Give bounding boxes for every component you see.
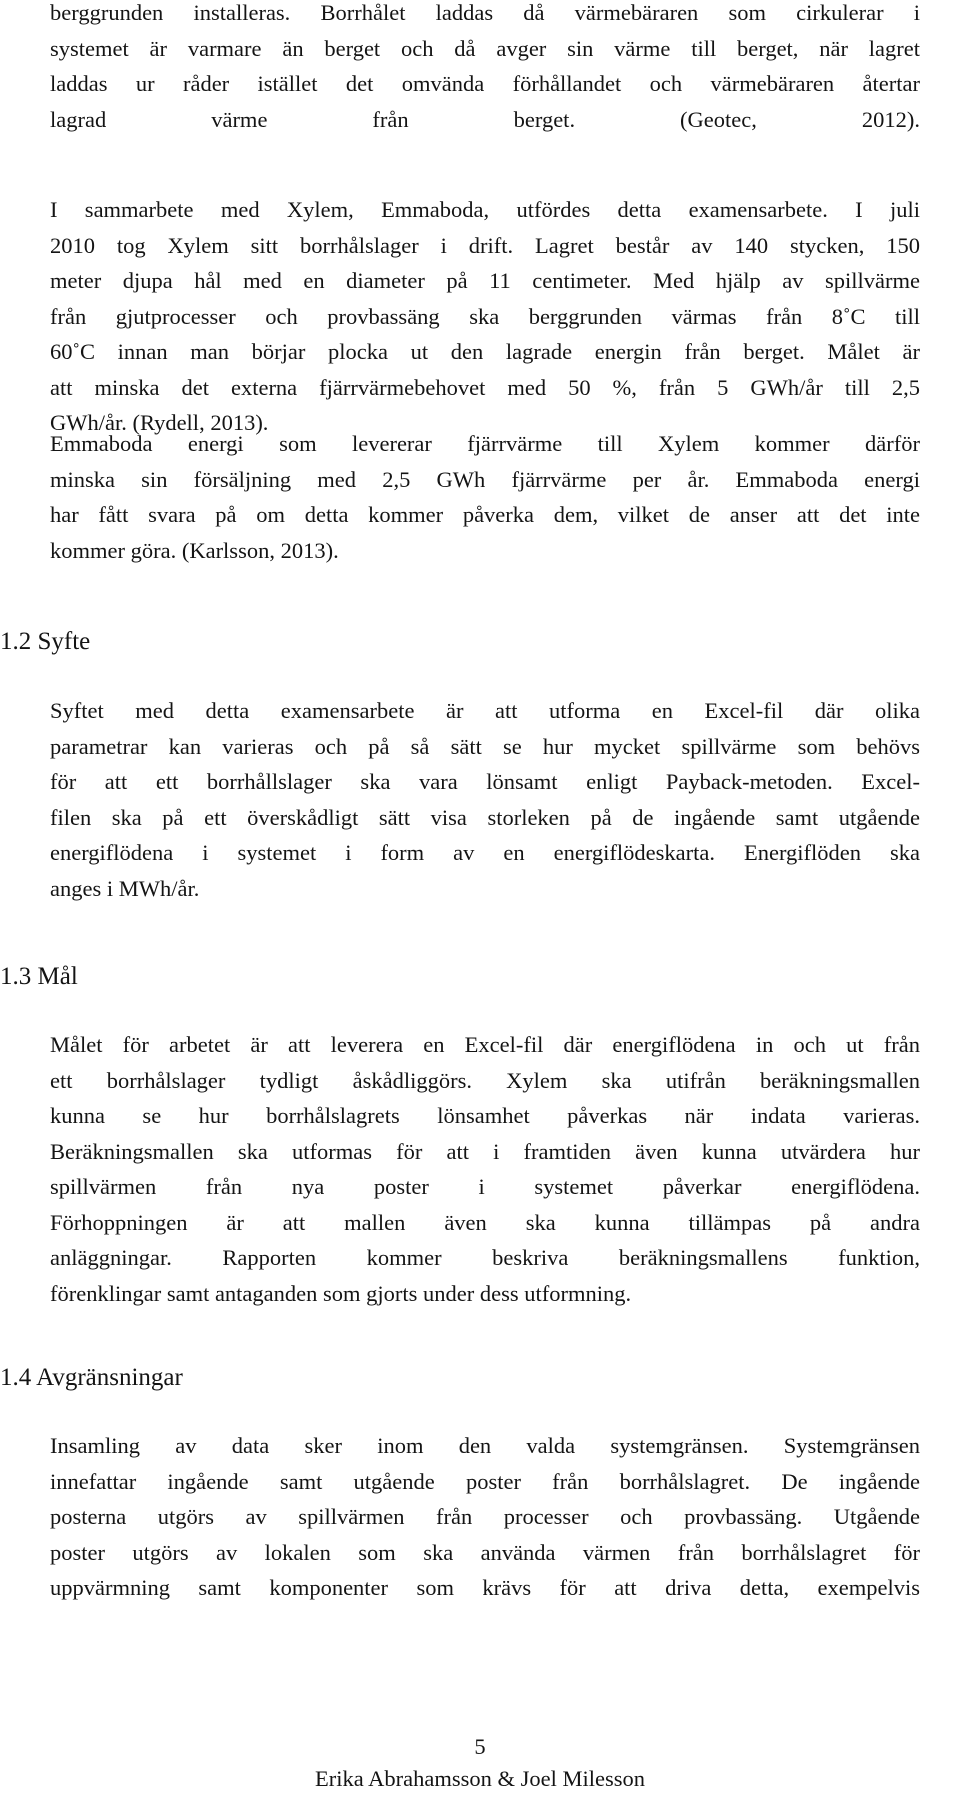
text-line: Insamling av data sker inom den valda systemgränsen. Systemgränsen (50, 1433, 920, 1458)
paragraph-emmaboda-energi (50, 426, 920, 568)
paragraph-sammarbete-xylem (50, 192, 920, 441)
heading-avgransningar: 1.4 Avgränsningar (0, 1364, 183, 1391)
text-line: minska sin försäljning med 2,5 GWh fjärrvärme per år. Emmaboda energi (50, 466, 920, 492)
text-line: 2010 tog Xylem sitt borrhålslager i drift. Lagret består av 140 stycken, 150 (50, 232, 920, 258)
text-line: Syftet med detta examensarbete är att utforma en Excel-fil där olika (50, 698, 920, 723)
text-line: I sammarbete med Xylem, Emmaboda, utfördes detta examensarbete. I juli (50, 197, 920, 222)
text-line: lagrad värme från berget. (Geotec, 2012). (50, 106, 920, 132)
paragraph-borrhal-laddning (50, 0, 920, 137)
text-line: anges i MWh/år. (50, 875, 200, 901)
text-line: för att ett borrhållslager ska vara lönsamt enligt Payback-metoden. Excel- (50, 769, 920, 794)
text-line: från gjutprocesser och provbassäng ska berggrunden värmas från 8˚C till (50, 303, 920, 329)
text-line: Förhoppningen är att mallen även ska kunna tillämpas på andra (50, 1209, 920, 1235)
text-line: meter djupa hål med en diameter på 11 centimeter. Med hjälp av spillvärme (50, 268, 920, 293)
text-line: spillvärmen från nya poster i systemet påverkar energiflödena. (50, 1174, 920, 1199)
text-line: Emmaboda energi som levererar fjärrvärme till Xylem kommer därför (50, 431, 920, 456)
text-line: innefattar ingående samt utgående poster från borrhålslagret. De ingående (50, 1468, 920, 1494)
text-line: berggrunden installeras. Borrhålet laddas då värmebäraren som cirkulerar i (50, 0, 920, 25)
text-line: 60˚C innan man börjar plocka ut den lagrade energin från berget. Målet är (50, 339, 920, 364)
text-line: laddas ur råder istället det omvända förhållandet och värmebäraren återtar (50, 71, 920, 96)
text-line: GWh/år. (Rydell, 2013). (50, 410, 269, 435)
text-line: förenklingar samt antaganden som gjorts under dess utformning. (50, 1280, 632, 1306)
heading-mal: 1.3 Mål (0, 963, 78, 990)
text-line: anläggningar. Rapporten kommer beskriva beräkningsmallens funktion, (50, 1245, 920, 1270)
text-line: Beräkningsmallen ska utformas för att i framtiden även kunna utvärdera hur (50, 1138, 920, 1164)
paragraph-avgransningar (50, 1428, 920, 1606)
text-line: Målet för arbetet är att leverera en Excel-fil där energiflödena in och ut från (50, 1032, 920, 1057)
text-line: parametrar kan varieras och på så sätt se hur mycket spillvärme som behövs (50, 733, 920, 759)
text-line: posterna utgörs av spillvärmen från processer och provbassäng. Utgående (50, 1504, 920, 1529)
footer-authors: Erika Abrahamsson & Joel Milesson (315, 1766, 645, 1791)
text-line: kommer göra. (Karlsson, 2013). (50, 537, 339, 563)
text-line: har fått svara på om detta kommer påverka dem, vilket de anser att det inte (50, 502, 920, 527)
text-line: kunna se hur borrhålslagrets lönsamhet påverkas när indata varieras. (50, 1103, 920, 1128)
text-line: att minska det externa fjärrvärmebehovet med 50 %, från 5 GWh/år till 2,5 (50, 374, 920, 400)
text-line: uppvärmning samt komponenter som krävs för att driva detta, exempelvis (50, 1575, 920, 1600)
text-line: systemet är varmare än berget och då avger sin värme till berget, när lagret (50, 35, 920, 61)
heading-syfte: 1.2 Syfte (0, 628, 91, 655)
text-line: poster utgörs av lokalen som ska använda värmen från borrhålslagret för (50, 1539, 920, 1565)
text-line: filen ska på ett överskådligt sätt visa storleken på de ingående samt utgående (50, 804, 920, 830)
paragraph-syfte (50, 693, 920, 906)
text-line: energiflödena i systemet i form av en energiflödeskarta. Energiflöden ska (50, 840, 920, 865)
text-line: ett borrhålslager tydligt åskådliggörs. Xylem ska utifrån beräkningsmallen (50, 1067, 920, 1093)
paragraph-mal (50, 1027, 920, 1311)
page-number: 5 (474, 1734, 486, 1759)
